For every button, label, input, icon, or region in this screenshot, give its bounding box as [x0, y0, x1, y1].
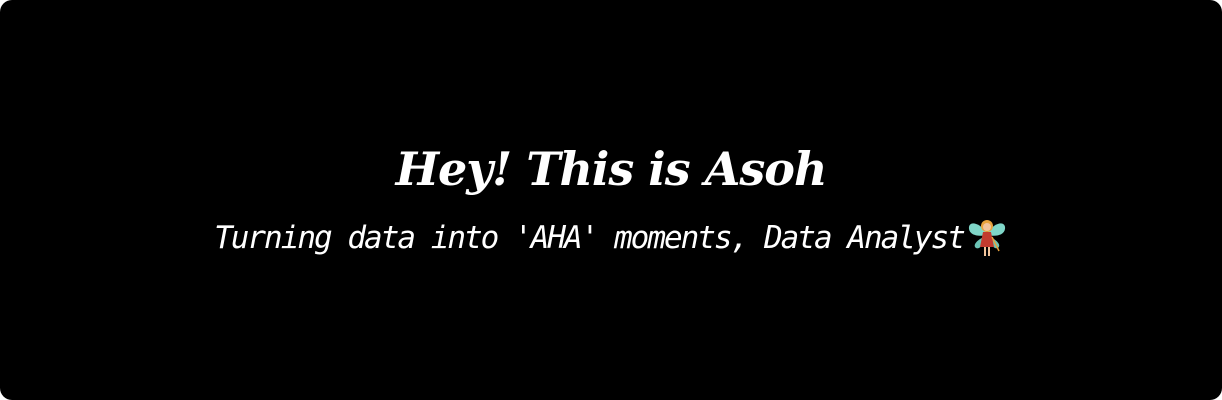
tagline-text: Turning data into 'AHA' moments, Data Analyst [214, 219, 964, 256]
fairy-icon [966, 215, 1008, 261]
banner-tagline [0, 212, 1222, 262]
banner-headline: Hey! This is Asoh [395, 142, 827, 196]
